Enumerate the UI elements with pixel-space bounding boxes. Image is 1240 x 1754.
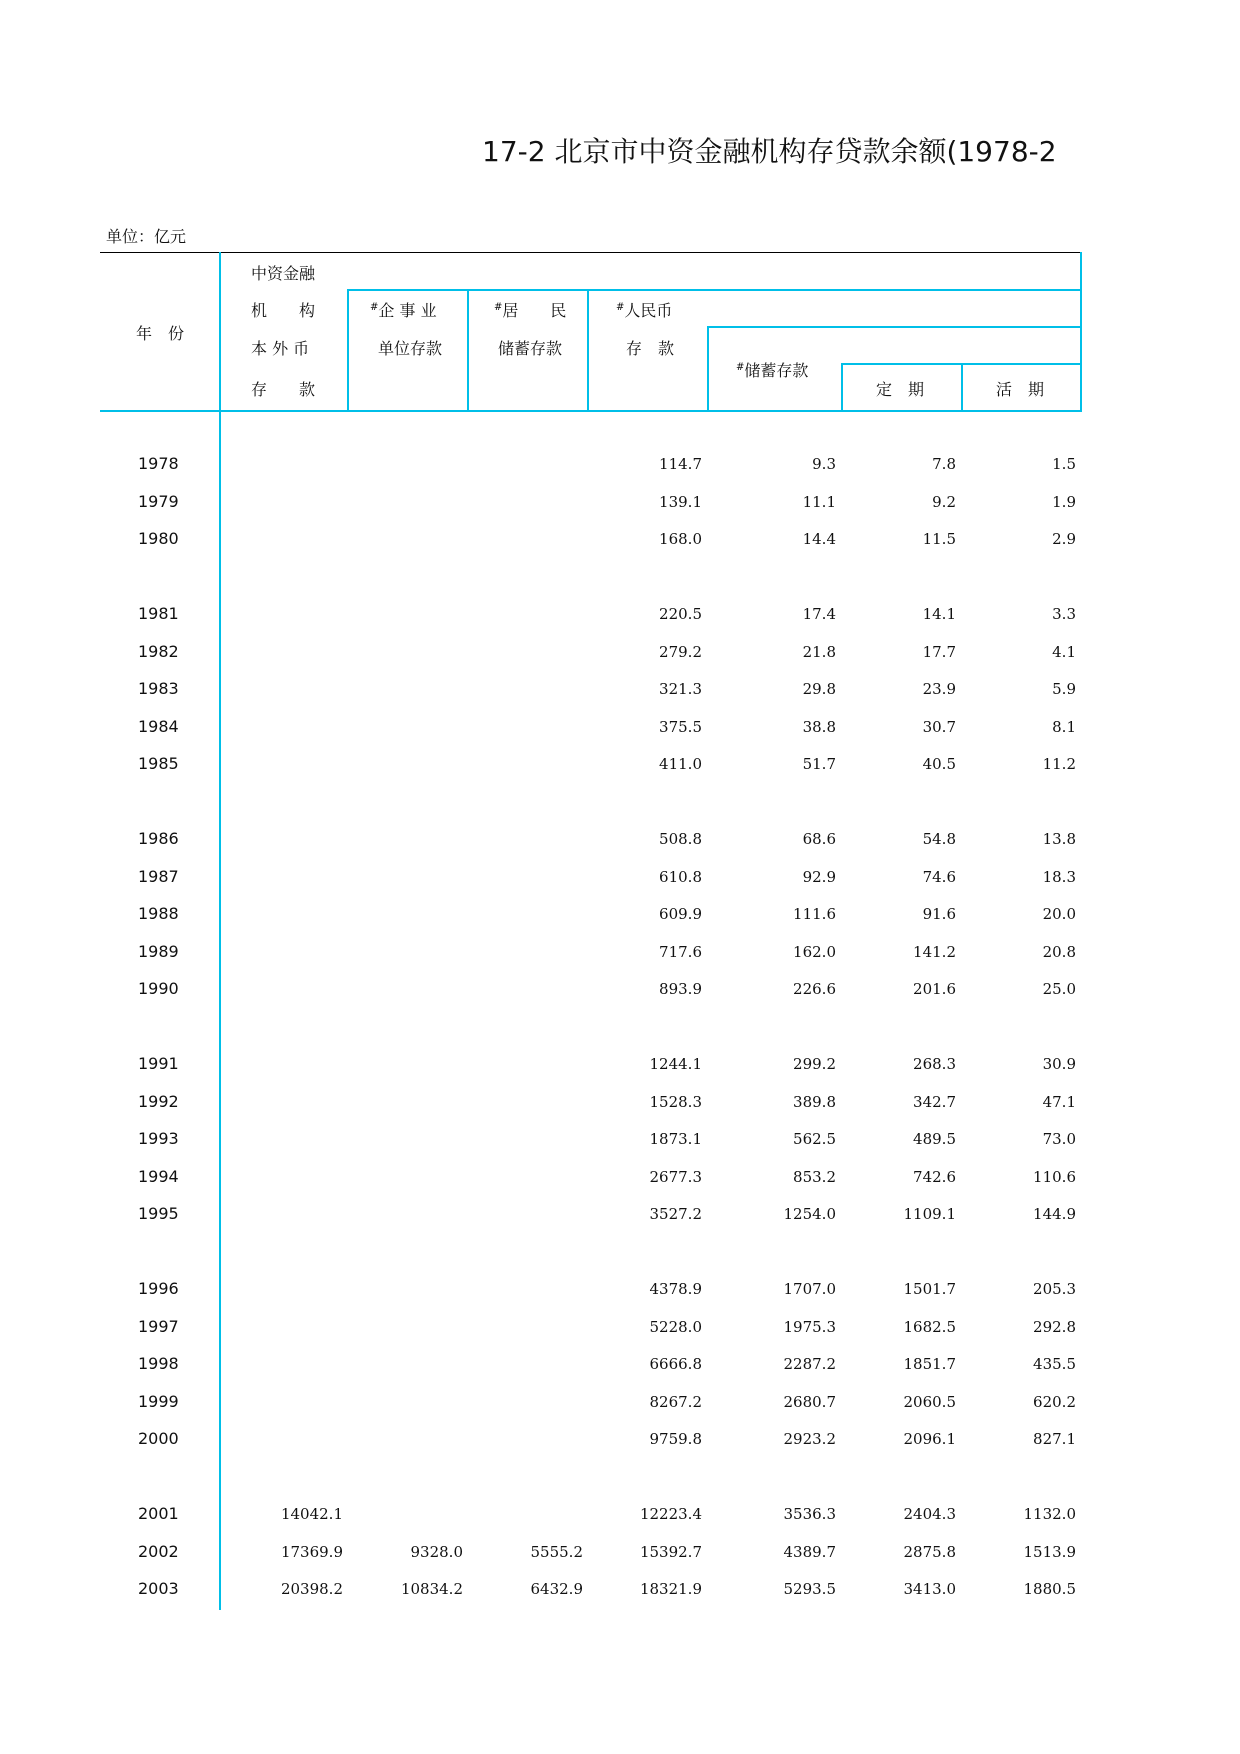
row-cell-c6: 54.8 <box>922 830 956 848</box>
header-divider-4 <box>707 326 709 410</box>
row-cell-c7: 292.8 <box>1033 1317 1076 1336</box>
row-cell-c6: 3413.0 <box>903 1580 956 1598</box>
header-col6: 定 期 <box>876 380 925 399</box>
row-cell-c5: 92.9 <box>802 867 836 886</box>
row-cell-c5: 2923.2 <box>783 1430 836 1448</box>
row-cell-c6: 2875.8 <box>903 1542 956 1561</box>
page-title: 17-2 北京市中资金融机构存贷款余额(1978-2 <box>482 135 1057 168</box>
row-cell-c7: 8.1 <box>1052 717 1076 736</box>
row-year: 1994 <box>138 1166 179 1186</box>
row-cell-c6: 342.7 <box>913 1092 956 1111</box>
row-cell-c4: 12223.4 <box>639 1505 702 1523</box>
row-year: 1983 <box>138 679 179 698</box>
row-year: 1979 <box>138 491 179 511</box>
header-col1-line4: 存 款 <box>251 380 316 399</box>
row-cell-c5: 5293.5 <box>783 1580 836 1598</box>
row-year: 1986 <box>138 829 179 848</box>
row-cell-c6: 23.9 <box>922 680 956 698</box>
row-cell-c7: 1513.9 <box>1023 1542 1076 1561</box>
header-col3-line2: 储蓄存款 <box>498 339 563 358</box>
row-cell-c3: 6432.9 <box>530 1580 583 1598</box>
top-rule <box>100 252 1082 253</box>
row-year: 1992 <box>138 1091 179 1111</box>
header-col5-text: 储蓄存款 <box>744 361 809 380</box>
row-year: 1978 <box>138 454 179 473</box>
header-rule-2 <box>708 326 1082 328</box>
row-cell-c7: 20.0 <box>1042 905 1076 923</box>
row-cell-c7: 73.0 <box>1042 1130 1076 1148</box>
row-cell-c5: 51.7 <box>802 755 836 773</box>
row-year: 1999 <box>138 1391 179 1411</box>
row-cell-c5: 1254.0 <box>783 1205 836 1223</box>
header-divider-2 <box>467 289 469 410</box>
row-cell-c6: 2404.3 <box>903 1505 956 1523</box>
row-year: 1988 <box>138 904 179 923</box>
row-cell-c5: 14.4 <box>802 530 836 548</box>
row-cell-c6: 489.5 <box>913 1130 956 1148</box>
header-col2-line1 <box>370 298 437 321</box>
row-cell-c6: 1109.1 <box>903 1205 956 1223</box>
row-cell-c7: 47.1 <box>1042 1092 1076 1111</box>
row-cell-c5: 4389.7 <box>783 1542 836 1561</box>
row-year: 1997 <box>138 1316 179 1336</box>
row-cell-c4: 279.2 <box>659 642 702 661</box>
unit-label: 单位：亿元 <box>106 227 187 246</box>
header-col4-line1 <box>616 298 672 321</box>
row-cell-c4: 1873.1 <box>649 1130 702 1148</box>
row-cell-c6: 7.8 <box>932 455 956 473</box>
row-cell-c1: 20398.2 <box>280 1580 343 1598</box>
row-cell-c6: 11.5 <box>922 530 956 548</box>
row-cell-c4: 321.3 <box>659 680 702 698</box>
row-cell-c4: 18321.9 <box>639 1580 702 1598</box>
row-cell-c5: 38.8 <box>802 717 836 736</box>
row-cell-c6: 2060.5 <box>903 1392 956 1411</box>
row-cell-c4: 4378.9 <box>649 1280 702 1298</box>
header-bottom-rule <box>100 410 1082 412</box>
row-cell-c7: 13.8 <box>1042 830 1076 848</box>
row-cell-c7: 2.9 <box>1052 530 1076 548</box>
row-cell-c5: 11.1 <box>802 492 836 511</box>
row-cell-c7: 30.9 <box>1042 1055 1076 1073</box>
row-cell-c7: 1880.5 <box>1023 1580 1076 1598</box>
row-cell-c6: 40.5 <box>922 755 956 773</box>
row-cell-c6: 74.6 <box>922 867 956 886</box>
row-cell-c2: 10834.2 <box>400 1580 463 1598</box>
row-cell-c5: 1707.0 <box>783 1280 836 1298</box>
header-divider-3 <box>587 289 589 410</box>
row-cell-c4: 168.0 <box>659 530 702 548</box>
row-cell-c7: 435.5 <box>1033 1355 1076 1373</box>
row-cell-c4: 1528.3 <box>649 1092 702 1111</box>
row-cell-c6: 141.2 <box>913 942 956 961</box>
row-cell-c6: 742.6 <box>913 1167 956 1186</box>
row-cell-c7: 827.1 <box>1033 1430 1076 1448</box>
row-year: 2003 <box>138 1579 179 1598</box>
row-cell-c1: 14042.1 <box>280 1505 343 1523</box>
row-cell-c5: 853.2 <box>793 1167 836 1186</box>
row-year: 2001 <box>138 1504 179 1523</box>
row-year: 1991 <box>138 1054 179 1073</box>
row-cell-c5: 2287.2 <box>783 1355 836 1373</box>
header-col4-text: 人民币 <box>624 301 673 320</box>
row-cell-c4: 139.1 <box>659 492 702 511</box>
header-col4-mark: # <box>616 302 625 313</box>
row-year: 2000 <box>138 1429 179 1448</box>
row-cell-c5: 29.8 <box>802 680 836 698</box>
row-cell-c7: 4.1 <box>1052 642 1076 661</box>
row-cell-c4: 610.8 <box>659 867 702 886</box>
row-year: 1985 <box>138 754 179 773</box>
row-cell-c7: 144.9 <box>1033 1205 1076 1223</box>
row-cell-c4: 375.5 <box>659 717 702 736</box>
row-cell-c4: 9759.8 <box>649 1430 702 1448</box>
row-cell-c5: 111.6 <box>793 905 836 923</box>
row-cell-c3: 5555.2 <box>530 1542 583 1561</box>
row-cell-c4: 6666.8 <box>649 1355 702 1373</box>
header-right-edge <box>1080 252 1082 410</box>
row-cell-c6: 1501.7 <box>903 1280 956 1298</box>
row-cell-c4: 508.8 <box>659 830 702 848</box>
header-col1-line3: 本 外 币 <box>251 339 310 358</box>
row-cell-c4: 220.5 <box>659 605 702 623</box>
header-col5-mark: # <box>736 362 745 373</box>
row-cell-c7: 205.3 <box>1033 1280 1076 1298</box>
row-cell-c5: 3536.3 <box>783 1505 836 1523</box>
year-column-divider <box>219 252 221 1610</box>
header-divider-6 <box>961 363 963 410</box>
row-year: 1993 <box>138 1129 179 1148</box>
row-cell-c5: 9.3 <box>812 455 836 473</box>
row-year: 1989 <box>138 941 179 961</box>
row-year: 1981 <box>138 604 179 623</box>
row-cell-c5: 1975.3 <box>783 1317 836 1336</box>
header-col3-line1 <box>494 298 566 321</box>
row-cell-c6: 1682.5 <box>903 1317 956 1336</box>
row-cell-c7: 1132.0 <box>1023 1505 1076 1523</box>
header-col7: 活 期 <box>996 380 1045 399</box>
header-col2-text: 企 事 业 <box>378 301 437 320</box>
row-cell-c4: 8267.2 <box>649 1392 702 1411</box>
row-year: 1987 <box>138 866 179 886</box>
header-col4-line2: 存 款 <box>626 339 675 358</box>
row-year: 1996 <box>138 1279 179 1298</box>
header-col2-mark: # <box>370 302 379 313</box>
row-cell-c4: 114.7 <box>659 455 702 473</box>
row-cell-c7: 20.8 <box>1042 942 1076 961</box>
row-year: 1998 <box>138 1354 179 1373</box>
row-cell-c5: 68.6 <box>802 830 836 848</box>
row-cell-c5: 562.5 <box>793 1130 836 1148</box>
row-cell-c5: 226.6 <box>793 980 836 998</box>
row-cell-c6: 91.6 <box>922 905 956 923</box>
row-year: 1990 <box>138 979 179 998</box>
row-cell-c4: 609.9 <box>659 905 702 923</box>
row-cell-c4: 1244.1 <box>649 1055 702 1073</box>
header-col3-text: 居 民 <box>502 301 567 320</box>
row-cell-c4: 893.9 <box>659 980 702 998</box>
row-cell-c7: 25.0 <box>1042 980 1076 998</box>
row-cell-c7: 110.6 <box>1033 1167 1076 1186</box>
row-cell-c4: 2677.3 <box>649 1167 702 1186</box>
header-year: 年 份 <box>136 324 185 343</box>
row-year: 1995 <box>138 1204 179 1223</box>
row-cell-c6: 268.3 <box>913 1055 956 1073</box>
row-cell-c5: 389.8 <box>793 1092 836 1111</box>
row-cell-c6: 2096.1 <box>903 1430 956 1448</box>
row-cell-c6: 14.1 <box>922 605 956 623</box>
row-cell-c6: 9.2 <box>932 492 956 511</box>
row-year: 2002 <box>138 1541 179 1561</box>
row-cell-c4: 15392.7 <box>639 1542 702 1561</box>
row-cell-c5: 162.0 <box>793 942 836 961</box>
row-year: 1980 <box>138 529 179 548</box>
row-cell-c5: 2680.7 <box>783 1392 836 1411</box>
row-cell-c7: 1.5 <box>1052 455 1076 473</box>
header-col5 <box>736 358 808 381</box>
row-cell-c4: 3527.2 <box>649 1205 702 1223</box>
row-cell-c4: 411.0 <box>659 755 702 773</box>
row-cell-c7: 5.9 <box>1052 680 1076 698</box>
row-cell-c7: 18.3 <box>1042 867 1076 886</box>
row-cell-c4: 5228.0 <box>649 1317 702 1336</box>
header-divider-1 <box>347 289 349 410</box>
row-cell-c6: 1851.7 <box>903 1355 956 1373</box>
row-cell-c7: 620.2 <box>1033 1392 1076 1411</box>
row-cell-c7: 3.3 <box>1052 605 1076 623</box>
row-cell-c5: 17.4 <box>802 605 836 623</box>
row-year: 1984 <box>138 716 179 736</box>
header-divider-5 <box>841 363 843 410</box>
header-col2-line2: 单位存款 <box>378 339 443 358</box>
row-cell-c7: 11.2 <box>1042 755 1076 773</box>
header-col1-line1: 中资金融 <box>251 264 316 283</box>
header-col3-mark: # <box>494 302 503 313</box>
row-year: 1982 <box>138 641 179 661</box>
row-cell-c6: 30.7 <box>922 717 956 736</box>
header-rule-1 <box>348 289 1082 291</box>
row-cell-c5: 299.2 <box>793 1055 836 1073</box>
row-cell-c6: 17.7 <box>922 642 956 661</box>
row-cell-c2: 9328.0 <box>410 1542 463 1561</box>
row-cell-c4: 717.6 <box>659 942 702 961</box>
header-col1-line2: 机 构 <box>251 301 316 320</box>
row-cell-c1: 17369.9 <box>280 1542 343 1561</box>
row-cell-c7: 1.9 <box>1052 492 1076 511</box>
row-cell-c5: 21.8 <box>802 642 836 661</box>
row-cell-c6: 201.6 <box>913 980 956 998</box>
